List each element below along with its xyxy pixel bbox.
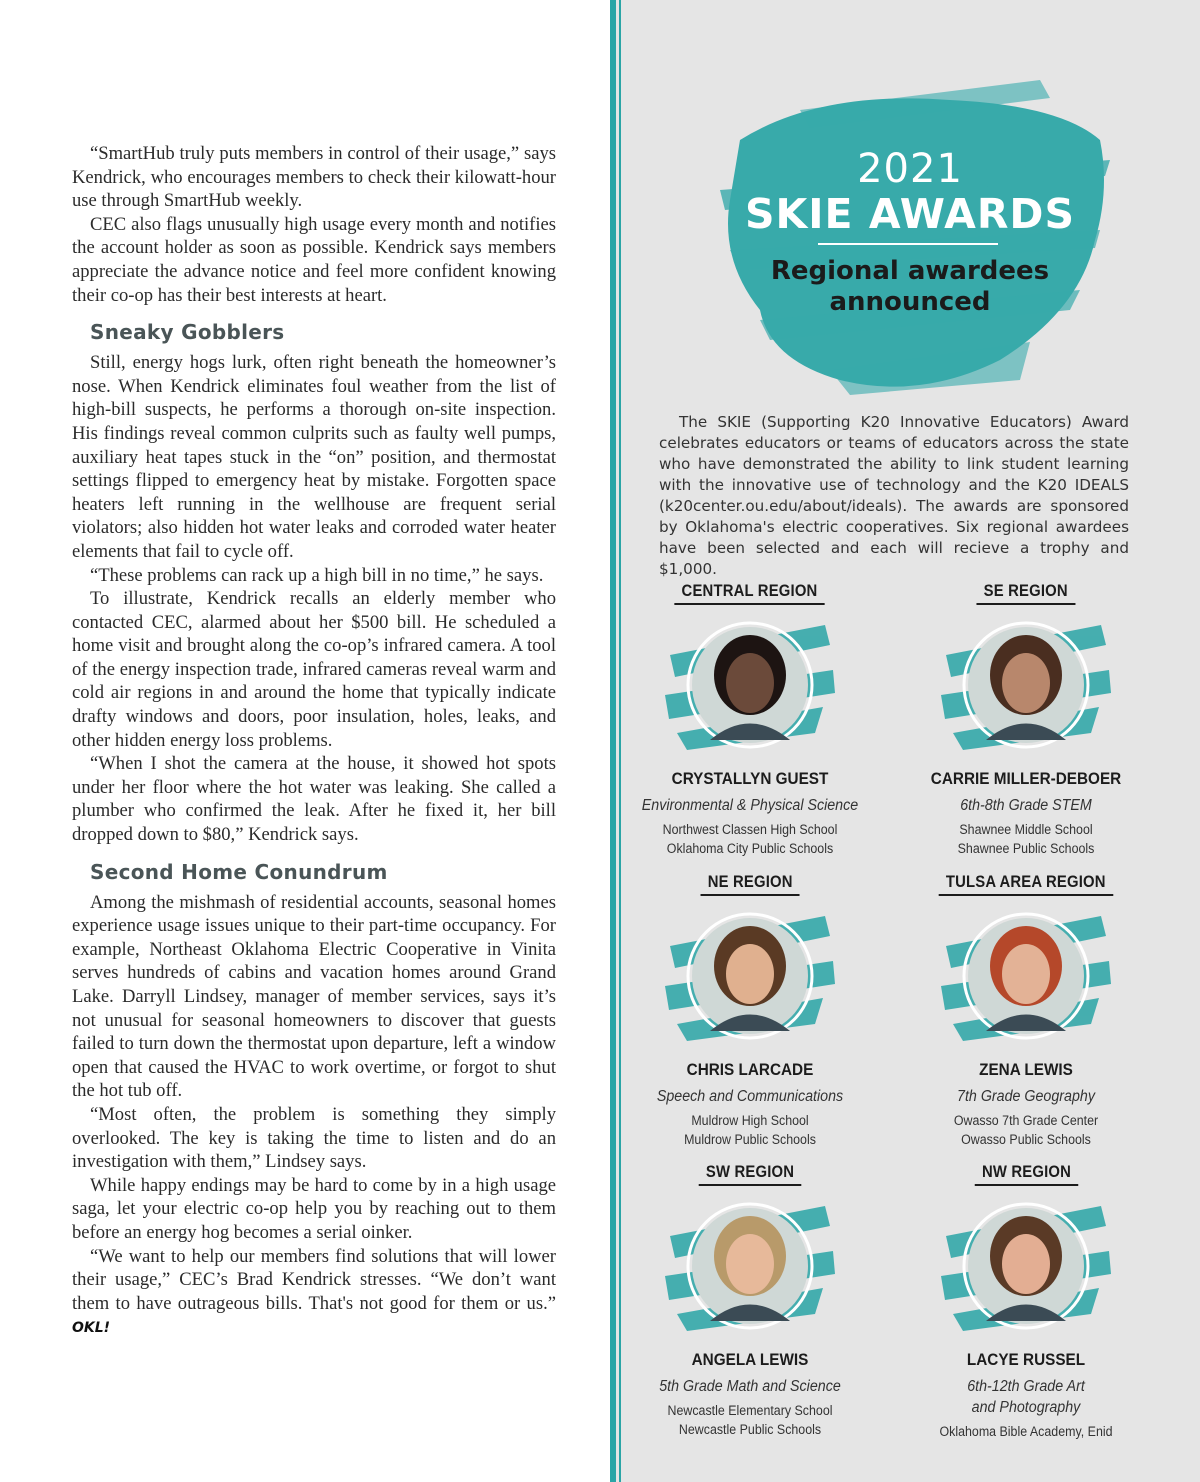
awardee-school (911, 1111, 1141, 1149)
skie-header (700, 80, 1120, 400)
awardee-name: ANGELA LEWIS (691, 1350, 809, 1369)
awardee-school (635, 1111, 865, 1149)
region-label: NW REGION (974, 1163, 1077, 1186)
school-name: Owasso 7th Grade Center (953, 1113, 1099, 1128)
awardee-subject (911, 1086, 1141, 1107)
portrait-photo (941, 906, 1111, 1046)
awardee-portrait (941, 906, 1111, 1046)
article-paragraph: Still, energy hogs lurk, often right beneath the homeowner’s nose. When Kendrick eliminates foul weather from the list of high-bill suspects, he performs a thorough on-site inspection. His findings reveal common culprits such as faulty well pumps, auxiliary heat tapes stuck in the “on” position, and thermostat settings flipped to emergency heat by mistake. Forgotten space heaters left running in the wellhouse are frequent serial violators; also hidden hot water leaks and corroded water heater elements that fail to cycle off. (72, 352, 556, 562)
school-name: Oklahoma Bible Academy, Enid (939, 1424, 1113, 1439)
article-paragraph: CEC also flags unusually high usage every month and notifies the account holder as soon as possible. Kendrick says members appreciate the advance notice and feel more confident knowing their co-op has their best interests at heart. (72, 213, 556, 306)
awardee-name: CHRIS LARCADE (686, 1060, 814, 1079)
section-heading-second-home: Second Home Conundrum (90, 859, 388, 884)
awardee-school (635, 1401, 865, 1439)
subject-line: 6th-12th Grade Art (967, 1378, 1085, 1395)
portrait-photo (665, 906, 835, 1046)
district-name: Newcastle Public Schools (678, 1422, 822, 1437)
awardee-name: LACYE RUSSEL (966, 1350, 1086, 1369)
awardee-portrait (665, 1196, 835, 1336)
district-name: Owasso Public Schools (961, 1132, 1091, 1147)
subject-line: 7th Grade Geography (957, 1088, 1095, 1105)
region-label: NE REGION (700, 873, 799, 896)
awardee-card (901, 873, 1151, 1149)
awardee-name: ZENA LEWIS (979, 1060, 1073, 1079)
award-year: 2021 (857, 146, 963, 192)
subject-line: Speech and Communications (656, 1088, 844, 1105)
article-body (72, 142, 556, 1341)
award-title: SKIE AWARDS (745, 190, 1075, 238)
awardee-school (911, 820, 1141, 858)
awardee-portrait (665, 906, 835, 1046)
school-name: Northwest Classen High School (662, 822, 838, 837)
subtitle-line-1: Regional awardees (770, 256, 1050, 286)
paint-brush-background (700, 80, 1120, 400)
school-name: Shawnee Middle School (959, 822, 1093, 837)
skie-awards-sidebar (610, 0, 1200, 1482)
awardee-card (625, 1163, 875, 1439)
district-name: Shawnee Public Schools (957, 841, 1095, 856)
region-label: SW REGION (699, 1163, 802, 1186)
closing-quote: “We want to help our members find solutions that will lower their usage,” CEC’s Brad Kendrick stresses. “We don’t want them to have outrageous bills. That's not good for them or us.” (72, 1245, 556, 1314)
article-paragraph: “SmartHub truly puts members in control of their usage,” says Kendrick, who encourages members to check their kilowatt-hour use through SmartHub weekly. (72, 143, 556, 212)
article-paragraph (72, 1245, 556, 1341)
title-divider (818, 243, 998, 245)
district-name: Muldrow Public Schools (684, 1132, 816, 1147)
awardee-subject (635, 795, 865, 816)
district-name: Oklahoma City Public Schools (666, 841, 834, 856)
article-paragraph: To illustrate, Kendrick recalls an elderly member who contacted CEC, alarmed about her $500 bill. He scheduled a home visit and brought along the co-op’s infrared camera. A tool of the energy inspection trade, infrared cameras reveal warm and cold air regions in and around the home that typically indicate drafty windows and doors, poor insulation, holes, leaks, and other hidden energy loss problems. (72, 588, 556, 751)
awardee-portrait (941, 615, 1111, 755)
sidebar-accent-rail (610, 0, 616, 1482)
region-label: CENTRAL REGION (675, 582, 825, 605)
subtitle-line-2: announced (829, 287, 991, 317)
subject-line: 5th Grade Math and Science (659, 1378, 841, 1395)
awardee-portrait (941, 1196, 1111, 1336)
awardee-card (901, 582, 1151, 858)
article-paragraph: Among the mishmash of residential accounts, seasonal homes experience usage issues unique to their part-time occupancy. For example, Northeast Oklahoma Electric Cooperative in Vinita serves hundreds of cabins and vacation homes around Grand Lake. Darryll Lindsey, manager of member services, says it’s not unusual for seasonal homeowners to discover that guests failed to turn down the thermostat upon departure, left a window open that caused the HVAC to work overtime, or forgot to shut the hot tub off. (72, 891, 556, 1102)
portrait-photo (941, 615, 1111, 755)
awardee-subject (911, 795, 1141, 816)
portrait-photo (665, 615, 835, 755)
awardee-school (635, 820, 865, 858)
section-heading-sneaky-gobblers: Sneaky Gobblers (90, 320, 285, 345)
subject-line: Environmental & Physical Science (641, 797, 859, 814)
portrait-photo (941, 1196, 1111, 1336)
awardee-name: CRYSTALLYN GUEST (671, 769, 829, 788)
article-paragraph: While happy endings may be hard to come by in a high usage saga, let your electric co-op help you by reaching out to them before an energy hog becomes a serial oinker. (72, 1174, 556, 1243)
awardee-subject (635, 1376, 865, 1397)
awardee-card (901, 1163, 1151, 1441)
awardee-name: CARRIE MILLER-DEBOER (930, 769, 1122, 788)
article-paragraph: “Most often, the problem is something they simply overlooked. The key is taking the time to listen and do an investigation with them,” Lindsey says. (72, 1103, 556, 1173)
sidebar-accent-rail-thin (619, 0, 621, 1482)
portrait-photo (665, 1196, 835, 1336)
article-paragraph: “When I shot the camera at the house, it showed hot spots under her floor where the hot water was leaking. She called a plumber who confirmed the leak. After he fixed it, her bill dropped down to $80,” Kendrick says. (72, 753, 556, 846)
awardee-subject (635, 1086, 865, 1107)
awardee-portrait (665, 615, 835, 755)
award-subtitle (700, 256, 1120, 318)
subject-line-2: and Photography (971, 1399, 1081, 1416)
school-name: Muldrow High School (691, 1113, 809, 1128)
awardee-card (625, 873, 875, 1149)
award-intro: The SKIE (Supporting K20 Innovative Educators) Award celebrates educators or teams of educators across the state who have demonstrated the ability to link student learning with the innovative use of technology and the K20 IDEALS (k20center.ou.edu/about/ideals). The awards are sponsored by Oklahoma's electric cooperatives. Six regional awardees have been selected and each will recieve a trophy and $1,000. (659, 413, 1129, 578)
article-paragraph: “These problems can rack up a high bill in no time,” he says. (90, 564, 544, 586)
awardee-card (625, 582, 875, 858)
awardee-subject (911, 1376, 1141, 1418)
region-label: SE REGION (977, 582, 1076, 605)
region-label: TULSA AREA REGION (939, 873, 1113, 896)
okl-end-mark-logo: OKL! (72, 1320, 111, 1337)
awardee-school (911, 1422, 1141, 1441)
school-name: Newcastle Elementary School (667, 1403, 833, 1418)
subject-line: 6th-8th Grade STEM (960, 797, 1092, 814)
